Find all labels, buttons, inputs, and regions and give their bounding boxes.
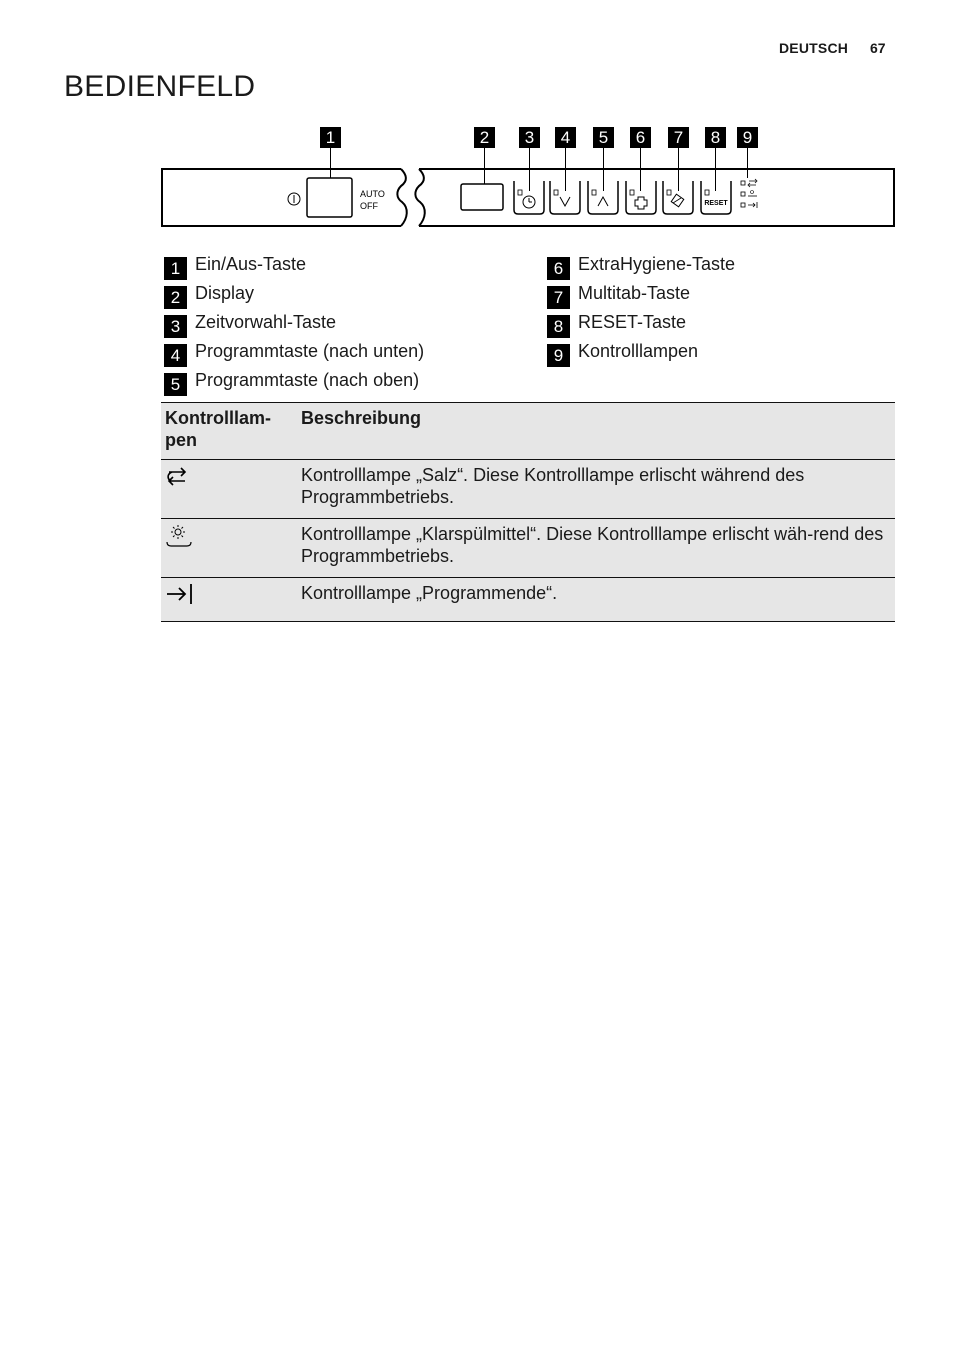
clock-icon: [523, 196, 535, 208]
chevron-up-icon: [598, 197, 608, 206]
legend-number: 6: [547, 257, 570, 280]
reset-label: RESET: [704, 200, 728, 207]
page-number: 67: [870, 40, 886, 56]
table-cell-description: Kontrolllampe „Salz“. Diese Kontrolllampe erlischt während des Programmbetriebs.: [301, 465, 805, 507]
legend-label: Programmtaste (nach oben): [195, 370, 420, 390]
panel-break-left: [397, 169, 406, 226]
program-end-small-icon: [748, 202, 757, 208]
callout-2: [474, 127, 495, 184]
table-header-description: Beschreibung: [301, 408, 422, 428]
display: [461, 184, 503, 210]
legend-label: Programmtaste (nach unten): [195, 341, 425, 361]
legend-label: Zeitvorwahl-Taste: [195, 312, 337, 332]
legend-label: Ein/Aus-Taste: [195, 254, 307, 274]
legend-number: 9: [547, 344, 570, 367]
tablet-icon: [671, 194, 684, 207]
power-icon: [288, 193, 300, 205]
auto-off-label-off: OFF: [360, 201, 378, 211]
program-end-indicator-icon: [165, 582, 195, 611]
svg-text:8: 8: [710, 128, 721, 147]
legend-number: 5: [164, 373, 187, 396]
chevron-down-icon: [560, 197, 570, 206]
rinse-aid-indicator-icon: [165, 523, 193, 554]
panel-break-right: [415, 169, 424, 226]
legend-label: RESET-Taste: [578, 312, 687, 332]
rinse-aid-small-icon: [748, 191, 757, 197]
indicator-lamp-table: [161, 402, 895, 622]
callout-5: [593, 127, 614, 191]
legend-label: Kontrolllampen: [578, 341, 699, 361]
table-cell-icon: [161, 519, 297, 578]
salt-indicator-icon: [165, 464, 189, 495]
legend-number: 1: [164, 257, 187, 280]
table-cell-description: Kontrolllampe „Klarspülmittel“. Diese Kontrolllampe erlischt wäh-rend des Programmbetriebs.: [301, 524, 884, 566]
header-language: DEUTSCH: [779, 40, 849, 56]
callout-1: [320, 127, 341, 178]
svg-text:3: 3: [524, 128, 535, 147]
table-header-lamp: Kontrolllam- pen: [165, 408, 271, 450]
legend-number: 3: [164, 315, 187, 338]
svg-text:2: 2: [479, 128, 490, 147]
table-row: [161, 519, 895, 578]
callout-6: [630, 127, 651, 191]
legend-number: 7: [547, 286, 570, 309]
salt-small-icon: [748, 179, 757, 187]
callout-3: [519, 127, 540, 191]
callout-8: [705, 127, 726, 191]
legend-label: Multitab-Taste: [578, 283, 691, 303]
hygiene-cross-icon: [635, 197, 647, 209]
table-cell-icon: [161, 460, 297, 519]
legend-number: 4: [164, 344, 187, 367]
page-title: BEDIENFELD: [64, 70, 256, 103]
callout-9: [737, 127, 758, 178]
svg-text:5: 5: [598, 128, 609, 147]
auto-off-label-auto: AUTO: [360, 189, 385, 199]
svg-text:1: 1: [325, 128, 336, 147]
on-off-button[interactable]: [307, 178, 352, 217]
svg-text:6: 6: [635, 128, 646, 147]
table-header-row: [161, 403, 895, 460]
callout-4: [555, 127, 576, 191]
legend-number: 8: [547, 315, 570, 338]
callout-7: [668, 127, 689, 191]
legend-number: 2: [164, 286, 187, 309]
svg-text:7: 7: [673, 128, 684, 147]
indicator-lamps: [741, 179, 757, 208]
svg-text:4: 4: [560, 128, 571, 147]
legend-label: Display: [195, 283, 255, 303]
control-panel-diagram: [160, 126, 896, 230]
table-cell-icon: [161, 578, 297, 622]
legend-label: ExtraHygiene-Taste: [578, 254, 736, 274]
svg-text:9: 9: [742, 128, 753, 147]
table-row: [161, 578, 895, 622]
table-cell-description: Kontrolllampe „Programmende“.: [301, 583, 558, 603]
table-row: [161, 460, 895, 519]
